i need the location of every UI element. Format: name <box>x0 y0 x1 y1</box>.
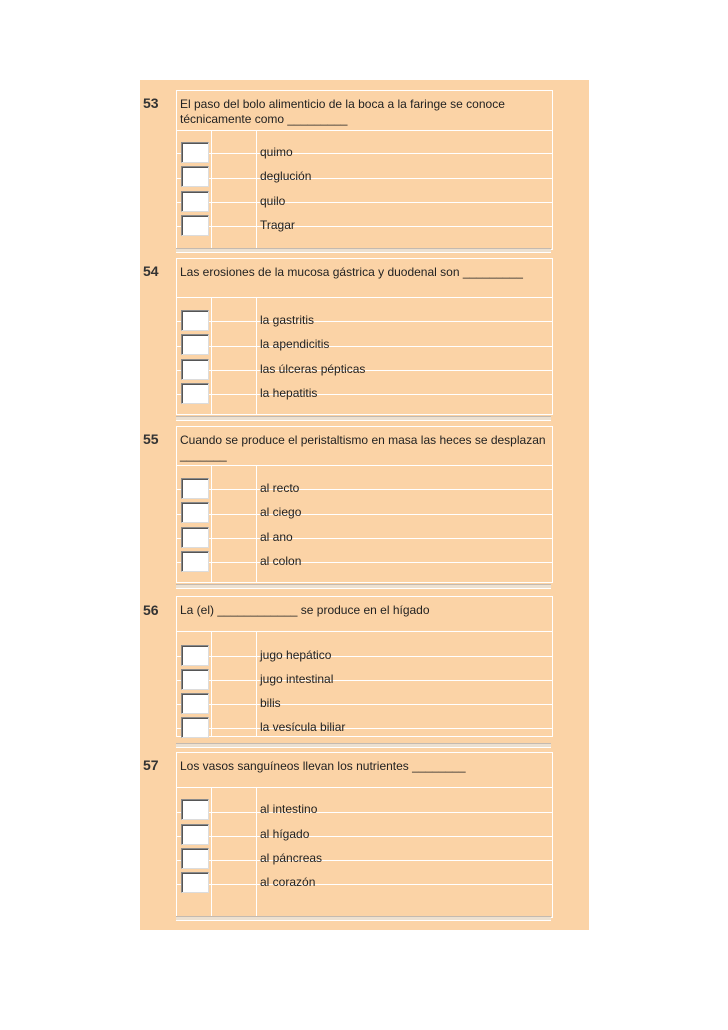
option-row <box>177 644 552 669</box>
question-number: 56 <box>143 602 159 618</box>
answer-checkbox[interactable] <box>181 669 209 690</box>
option-row <box>177 526 552 551</box>
quiz-sheet <box>140 80 589 930</box>
answer-checkbox[interactable] <box>181 478 209 499</box>
option-row <box>177 716 552 741</box>
answer-checkbox[interactable] <box>181 334 209 355</box>
option-row <box>177 214 552 239</box>
option-row <box>177 309 552 334</box>
option-row <box>177 501 552 526</box>
answer-checkbox[interactable] <box>181 872 209 893</box>
question-55 <box>143 426 553 583</box>
question-57 <box>143 752 553 918</box>
option-label: la vesícula biliar <box>260 720 346 734</box>
option-row <box>177 141 552 166</box>
option-row <box>177 871 552 896</box>
option-row <box>177 165 552 190</box>
option-label: quimo <box>260 145 293 159</box>
option-row <box>177 333 552 358</box>
question-separator <box>176 248 551 253</box>
option-label: jugo hepático <box>260 648 332 662</box>
option-label: al colon <box>260 554 302 568</box>
answer-checkbox[interactable] <box>181 502 209 523</box>
question-number: 55 <box>143 431 159 447</box>
option-label: al ciego <box>260 505 302 519</box>
option-label: deglución <box>260 169 312 183</box>
option-label: la apendicitis <box>260 337 330 351</box>
answer-checkbox[interactable] <box>181 824 209 845</box>
option-label: jugo intestinal <box>260 672 334 686</box>
answer-checkbox[interactable] <box>181 717 209 738</box>
answer-checkbox[interactable] <box>181 359 209 380</box>
answer-checkbox[interactable] <box>181 215 209 236</box>
question-separator <box>176 584 551 589</box>
question-54 <box>143 258 553 415</box>
option-label: al ano <box>260 530 293 544</box>
option-label: las úlceras pépticas <box>260 362 366 376</box>
option-row <box>177 550 552 575</box>
question-text: El paso del bolo alimenticio de la boca a la faringe se conoce técnicamente como _________ <box>180 97 505 126</box>
option-row <box>177 358 552 383</box>
answer-checkbox[interactable] <box>181 527 209 548</box>
answer-checkbox[interactable] <box>181 191 209 212</box>
option-label: bilis <box>260 696 281 710</box>
question-53 <box>143 90 553 250</box>
answer-checkbox[interactable] <box>181 166 209 187</box>
question-56 <box>143 596 553 737</box>
option-row <box>177 692 552 717</box>
option-row <box>177 798 552 823</box>
option-row <box>177 823 552 848</box>
question-number: 54 <box>143 263 159 279</box>
question-number: 57 <box>143 757 159 773</box>
answer-checkbox[interactable] <box>181 848 209 869</box>
option-row <box>177 477 552 502</box>
question-number: 53 <box>143 95 159 111</box>
question-text: Cuando se produce el peristaltismo en masa las heces se desplazan _______ <box>180 433 546 462</box>
option-label: al corazón <box>260 875 316 889</box>
option-row <box>177 190 552 215</box>
option-row <box>177 847 552 872</box>
option-label: al hígado <box>260 827 310 841</box>
option-label: la gastritis <box>260 313 315 327</box>
question-text: La (el) ____________ se produce en el hígado <box>180 603 430 617</box>
option-row <box>177 668 552 693</box>
answer-checkbox[interactable] <box>181 551 209 572</box>
question-text: Los vasos sanguíneos llevan los nutrientes ________ <box>180 759 466 773</box>
option-label: al intestino <box>260 802 318 816</box>
question-text: Las erosiones de la mucosa gástrica y duodenal son _________ <box>180 265 523 279</box>
option-label: al recto <box>260 481 300 495</box>
question-separator <box>176 416 551 421</box>
answer-checkbox[interactable] <box>181 693 209 714</box>
answer-checkbox[interactable] <box>181 383 209 404</box>
option-row <box>177 382 552 407</box>
option-label: la hepatitis <box>260 386 318 400</box>
answer-checkbox[interactable] <box>181 142 209 163</box>
answer-checkbox[interactable] <box>181 645 209 666</box>
answer-checkbox[interactable] <box>181 799 209 820</box>
option-label: Tragar <box>260 218 295 232</box>
option-label: quilo <box>260 194 286 208</box>
option-label: al páncreas <box>260 851 323 865</box>
answer-checkbox[interactable] <box>181 310 209 331</box>
question-separator <box>176 743 551 748</box>
question-separator <box>176 916 551 921</box>
